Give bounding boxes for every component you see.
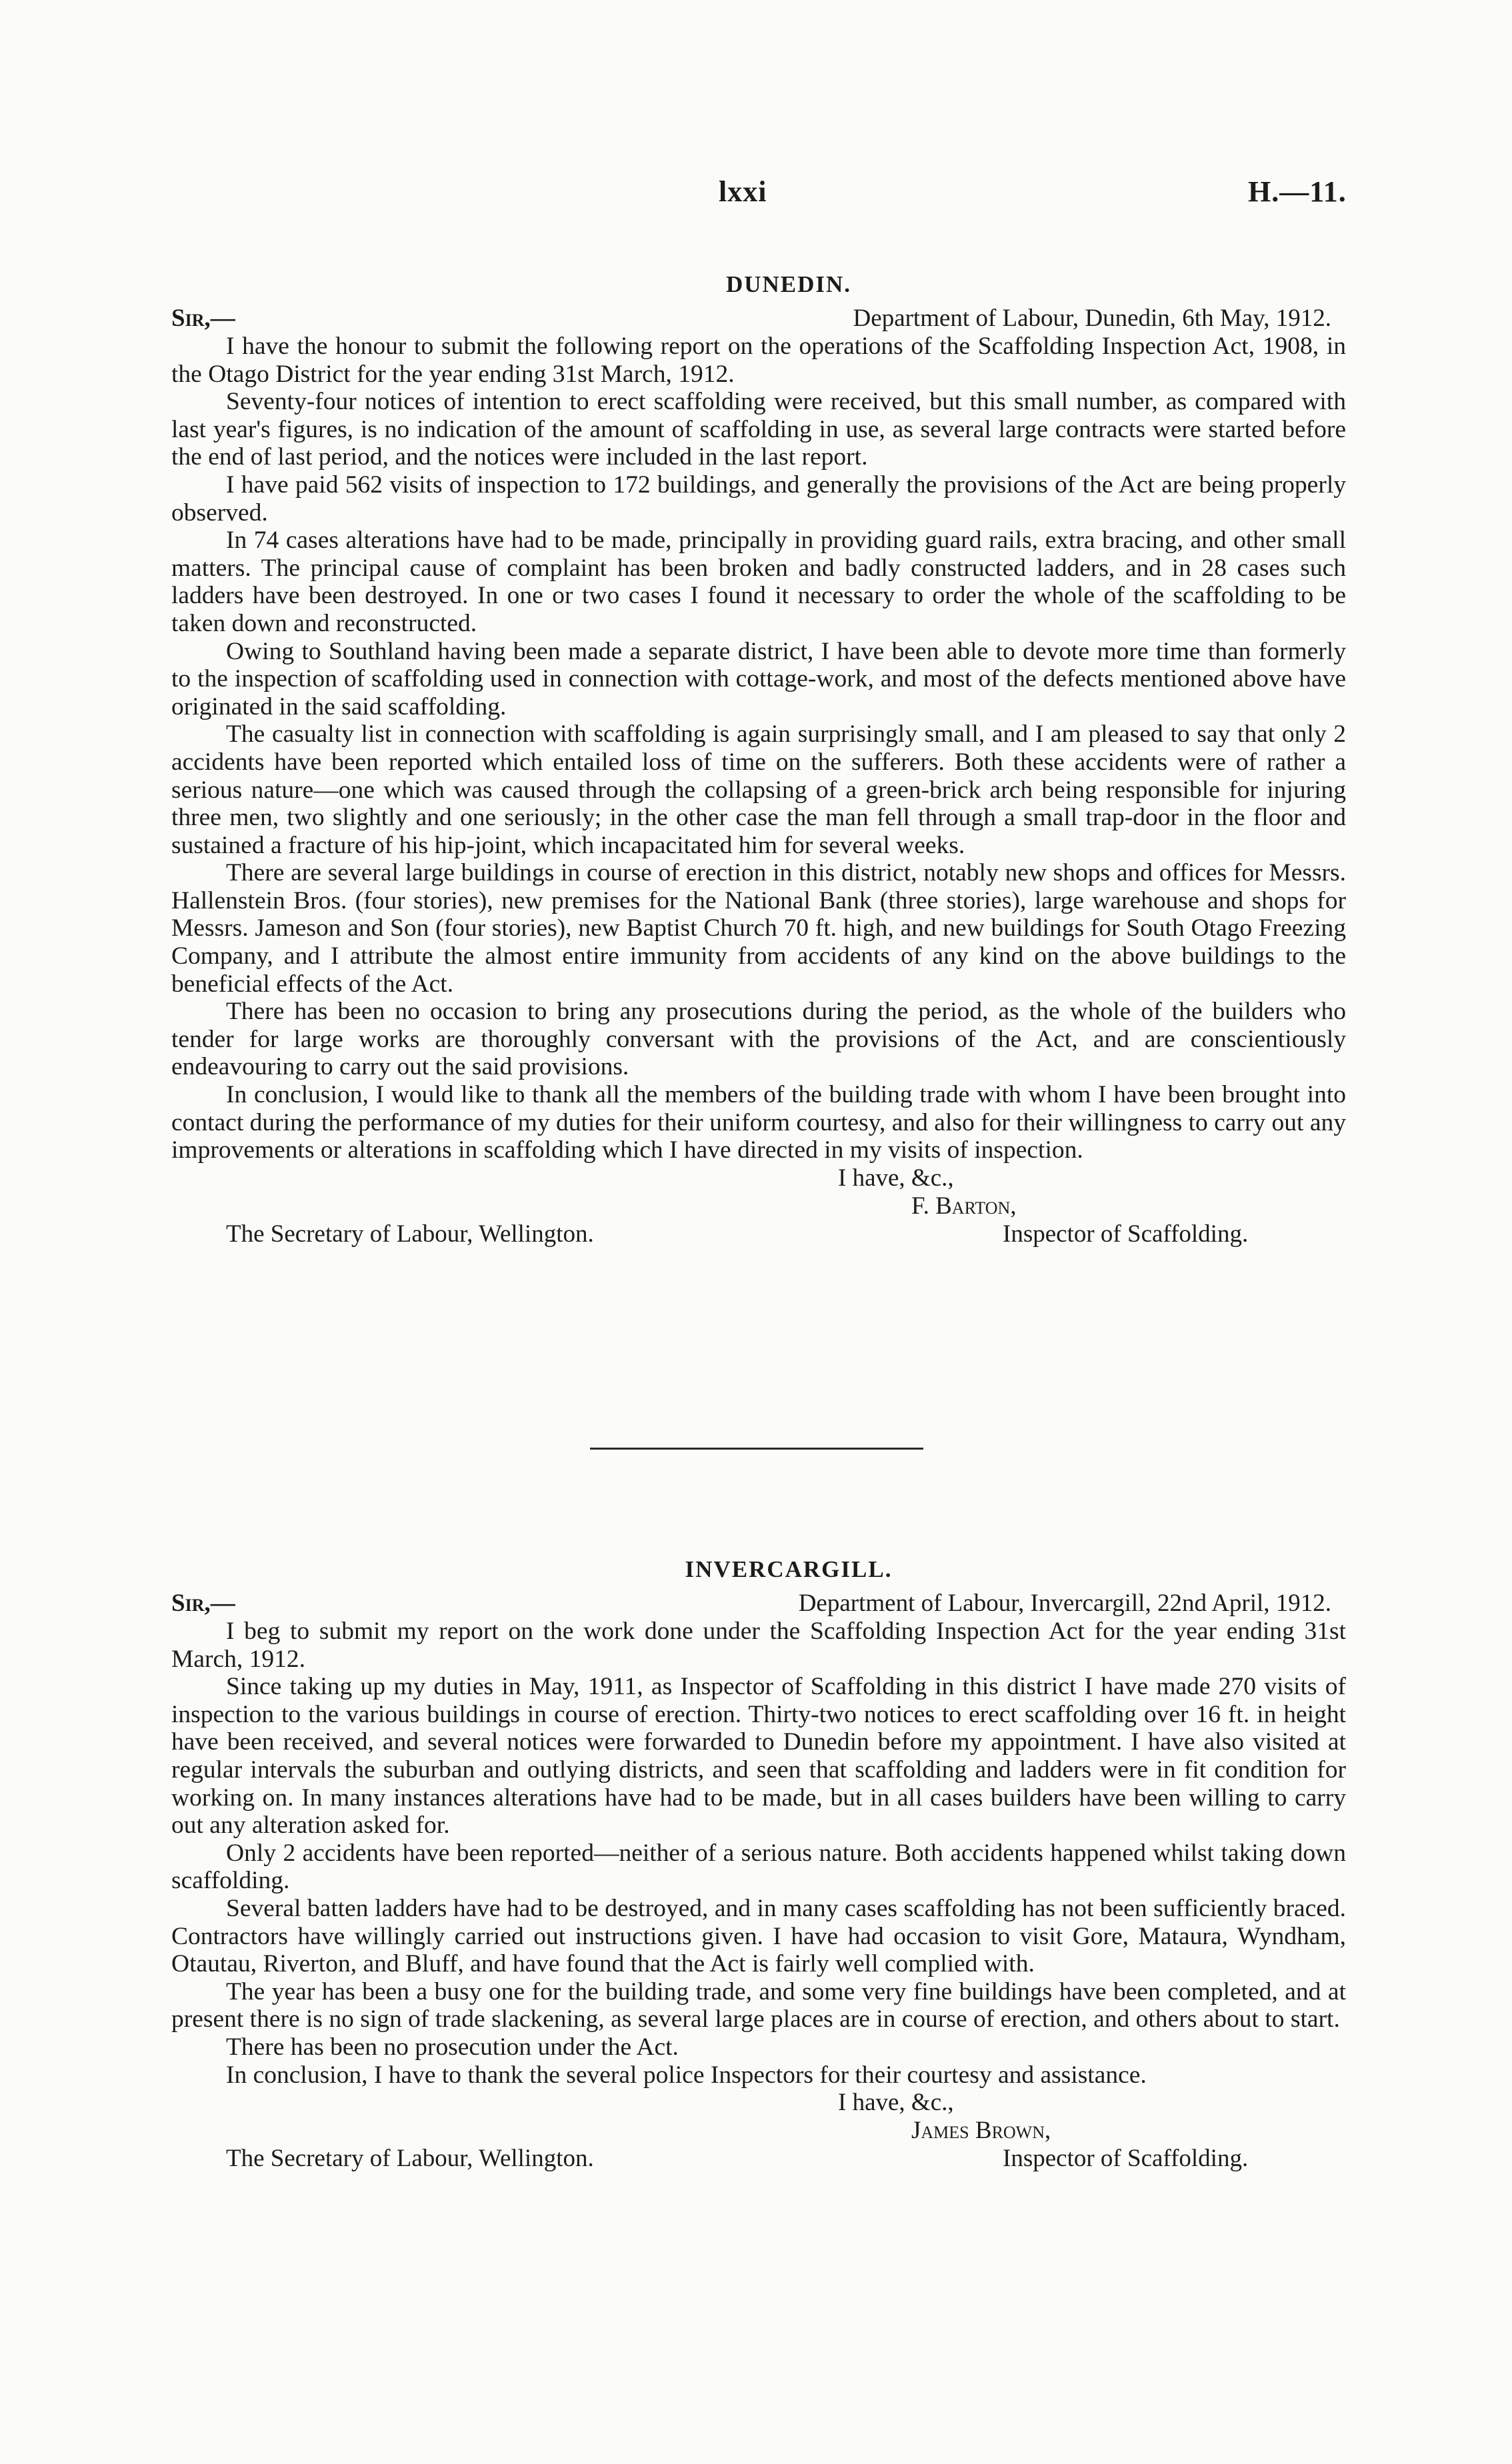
invercargill-paragraph: In conclusion, I have to thank the several police Inspectors for their courtesy and assistance.	[226, 2061, 1147, 2089]
dunedin-salutation-row	[171, 305, 1346, 333]
dunedin-paragraph: The casualty list in connection with scaffolding is again surprisingly small, and I am pleased to say that only 2 accidents have been reported which entailed loss of time on the sufferers. Both these accidents were of rather a serious nature—one which was caused through the collapsing of a green-brick arch being responsible for injuring three men, two slightly and one seriously; in the other case the man fell through a small trap-door in the floor and sustained a fracture of his hip-joint, which incapacitated him for several weeks.	[171, 720, 1346, 859]
section-divider	[590, 1448, 923, 1450]
invercargill-paragraph: There has been no prosecution under the Act.	[226, 2033, 679, 2061]
dunedin-paragraph: In 74 cases alterations have had to be made, principally in providing guard rails, extra bracing, and other small matters. The principal cause of complaint has been broken and badly constructed ladders, and in 28 cases such ladders have been destroyed. In one or two cases I found it necessary to order the whole of the scaffolding to be taken down and reconstructed.	[171, 527, 1346, 637]
invercargill-paragraph: Several batten ladders have had to be destroyed, and in many cases scaffolding has not been sufficiently braced. Contractors have willingly carried out instructions given. I have had occasion to visit Gore, Mataura, Wyndham, Otautau, Riverton, and Bluff, and have found that the Act is fairly well complied with.	[171, 1894, 1346, 1978]
invercargill-dateline: Department of Labour, Invercargill, 22nd April, 1912.	[798, 1590, 1331, 1617]
dunedin-title: DUNEDIN.	[725, 271, 852, 297]
dunedin-paragraph: I have the honour to submit the following report on the operations of the Scaffolding Inspection Act, 1908, in the Otago District for the year ending 31st March, 1912.	[171, 333, 1346, 388]
invercargill-paragraph: Since taking up my duties in May, 1911, as Inspector of Scaffolding in this district I have made 270 visits of inspection to the various buildings in course of erection. Thirty-two notices to erect scaffolding over 16 ft. in height have been received, and several notices were forwarded to Dunedin before my appointment. I have also visited at regular intervals the suburban and outlying districts, and seen that scaffolding and ladders were in fit condition for working on. In many instances alterations have had to be made, but in all cases builders have been willing to carry out any alteration asked for.	[171, 1673, 1346, 1840]
dunedin-salutation: Sir,—	[171, 305, 235, 332]
page-header	[0, 175, 1512, 215]
dunedin-paragraph: There has been no occasion to bring any prosecutions during the period, as the whole of the builders who tender for large works are thoroughly conversant with the provisions of the Act, and are conscientiously endeavouring to carry out the said provisions.	[171, 998, 1346, 1081]
dunedin-closing: I have, &c.,	[838, 1164, 954, 1192]
dunedin-signer-title: Inspector of Scaffolding.	[1003, 1220, 1249, 1248]
invercargill-paragraph: The year has been a busy one for the building trade, and some very fine buildings have been completed, and at present there is no sign of trade slackening, as several large places are in course of erection, and others about to start.	[171, 1977, 1346, 2033]
invercargill-closing: I have, &c.,	[838, 2089, 954, 2117]
invercargill-paragraph: I beg to submit my report on the work done under the Scaffolding Inspection Act for the year ending 31st March, 1912.	[171, 1618, 1346, 1673]
invercargill-body	[171, 1618, 1346, 2089]
dunedin-paragraph: There are several large buildings in course of erection in this district, notably new shops and offices for Messrs. Hallenstein Bros. (four stories), new premises for the National Bank (three stories), large warehouse and shops for Messrs. Jameson and Son (four stories), new Baptist Church 70 ft. high, and new buildings for South Otago Freezing Company, and I attribute the almost entire immunity from accidents of any kind on the above buildings to the beneficial effects of the Act.	[171, 859, 1346, 998]
dunedin-paragraph: In conclusion, I would like to thank all the members of the building trade with whom I have been brought into contact during the performance of my duties for their uniform courtesy, and also for their willingness to carry out any improvements or alterations in scaffolding which I have directed in my visits of inspection.	[171, 1081, 1346, 1164]
page-number: lxxi	[719, 175, 767, 208]
paper-reference: H.—11.	[1248, 175, 1347, 208]
invercargill-report	[171, 1555, 1346, 2202]
dunedin-addressee: The Secretary of Labour, Wellington.	[226, 1220, 594, 1248]
dunedin-paragraph: I have paid 562 visits of inspection to 172 buildings, and generally the provisions of the Act are being properly observed.	[171, 471, 1346, 527]
invercargill-salutation-row	[171, 1590, 1346, 1618]
invercargill-signer: James Brown,	[911, 2117, 1051, 2145]
invercargill-addressee: The Secretary of Labour, Wellington.	[226, 2145, 594, 2173]
invercargill-salutation: Sir,—	[171, 1590, 235, 1617]
dunedin-signer: F. Barton,	[911, 1192, 1017, 1220]
dunedin-report	[171, 270, 1346, 1278]
dunedin-dateline: Department of Labour, Dunedin, 6th May, 1912.	[853, 305, 1331, 332]
invercargill-signoff	[171, 2089, 1346, 2202]
invercargill-title: INVERCARGILL.	[685, 1556, 893, 1582]
dunedin-body	[171, 333, 1346, 1164]
dunedin-paragraph: Seventy-four notices of intention to erect scaffolding were received, but this small number, as compared with last year's figures, is no indication of the amount of scaffolding in use, as several large contracts were started before the end of last period, and the notices were included in the last report.	[171, 388, 1346, 471]
invercargill-signer-title: Inspector of Scaffolding.	[1003, 2145, 1249, 2173]
invercargill-paragraph: Only 2 accidents have been reported—neither of a serious nature. Both accidents happened whilst taking down scaffolding.	[171, 1839, 1346, 1895]
dunedin-signoff	[171, 1164, 1346, 1278]
dunedin-paragraph: Owing to Southland having been made a separate district, I have been able to devote more time than formerly to the inspection of scaffolding used in connection with cottage-work, and most of the defects mentioned above have originated in the said scaffolding.	[171, 637, 1346, 720]
